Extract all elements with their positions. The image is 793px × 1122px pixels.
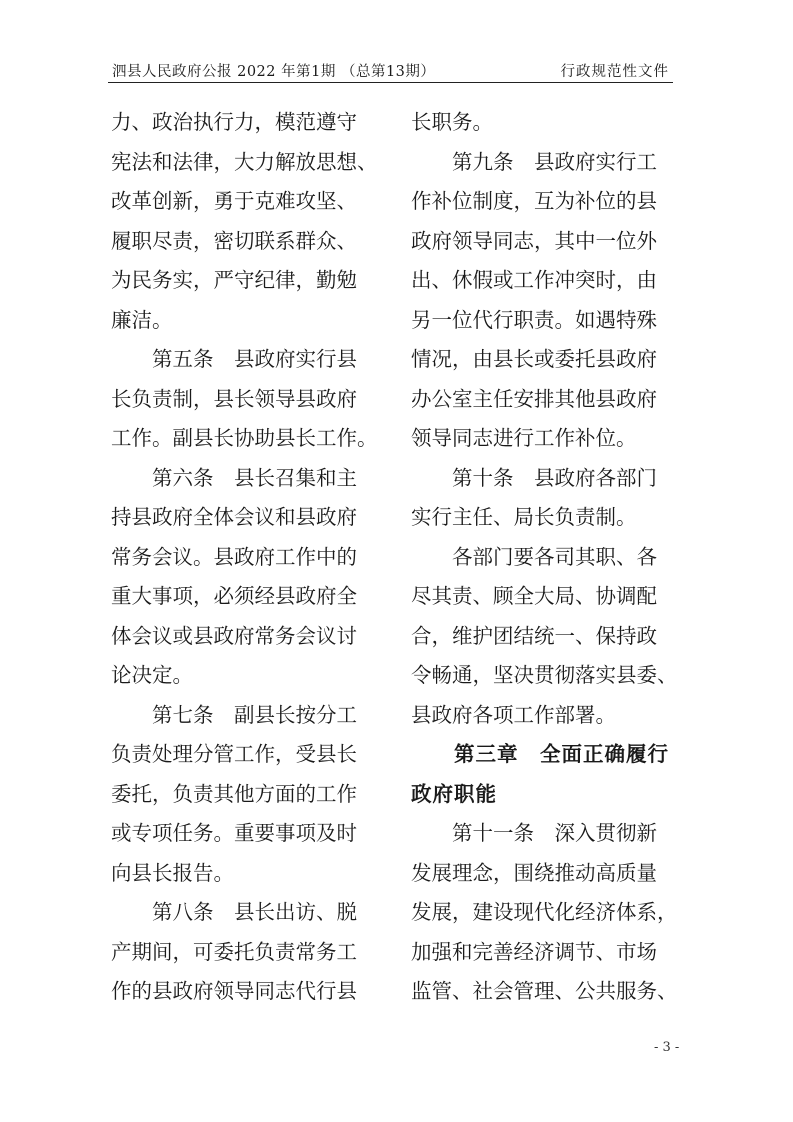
text-line: 政府领导同志，其中一位外 [411,228,657,253]
text-line: 监管、社会管理、公共服务、 [411,979,678,1003]
text-line: 长职务。 [411,110,493,134]
text-line: 合，维护团结统一、保持政 [411,623,657,648]
page-number: - 3 - [654,1040,680,1055]
text-line: 论决定。 [111,663,193,687]
page-header [108,56,673,83]
text-line: 力、政治执行力，模范遵守 [111,110,357,134]
gazette-title: 泗县人民政府公报 2022 年第1期 （总第13期） [112,64,436,80]
text-line: 持县政府全体会议和县政府 [111,505,357,529]
text-line: 加强和完善经济调节、市场 [411,939,657,964]
text-line: 另一位代行职责。如遇特殊 [411,307,657,332]
text-line: 领导同志进行工作补位。 [411,426,637,450]
text-line: 情况，由县长或委托县政府 [411,347,657,371]
text-line: 委托，负责其他方面的工作 [111,781,357,806]
chapter-heading-continued: 政府职能 [411,781,497,806]
text-line: 或专项任务。重要事项及时 [111,821,357,845]
chapter-heading: 第三章 全面正确履行 [411,742,669,766]
text-line: 第八条 县长出访、脱 [111,900,357,924]
left-column [111,103,378,1012]
text-line: 发展，建设现代化经济体系， [411,900,678,924]
text-line: 工作。副县长协助县长工作。 [111,426,378,450]
text-line: 产期间，可委托负责常务工 [111,939,357,964]
text-line: 办公室主任安排其他县政府 [411,386,657,411]
text-line: 尽其责、顾全大局、协调配 [411,584,657,608]
text-line: 宪法和法律，大力解放思想、 [111,149,378,174]
text-line: 第五条 县政府实行县 [111,347,357,371]
text-line: 出、休假或工作冲突时，由 [411,268,657,292]
text-line: 履职尽责，密切联系群众、 [111,228,357,253]
text-line: 重大事项，必须经县政府全 [111,584,357,608]
text-line: 第九条 县政府实行工 [411,149,657,174]
text-line: 各部门要各司其职、各 [411,544,657,569]
text-line: 改革创新，勇于克难攻坚、 [111,189,357,213]
right-column [411,103,678,1012]
text-line: 为民务实，严守纪律，勤勉 [111,268,357,292]
text-line: 廉洁。 [111,307,173,332]
text-line: 体会议或县政府常务会议讨 [111,623,357,648]
text-line: 第六条 县长召集和主 [111,465,357,490]
text-line: 第七条 副县长按分工 [111,702,357,727]
text-line: 作的县政府领导同志代行县 [111,979,357,1003]
text-line: 发展理念，围绕推动高质量 [411,860,657,885]
text-line: 第十一条 深入贯彻新 [411,821,657,845]
text-line: 第十条 县政府各部门 [411,465,657,490]
text-line: 常务会议。县政府工作中的 [111,544,357,569]
text-line: 令畅通，坚决贯彻落实县委、 [411,663,678,687]
text-line: 长负责制，县长领导县政府 [111,386,357,411]
text-line: 向县长报告。 [111,860,234,885]
text-line: 作补位制度，互为补位的县 [411,189,657,213]
text-line: 县政府各项工作部署。 [411,702,616,727]
section-label: 行政规范性文件 [560,64,669,80]
text-line: 实行主任、局长负责制。 [411,505,637,529]
text-line: 负责处理分管工作，受县长 [111,742,357,766]
